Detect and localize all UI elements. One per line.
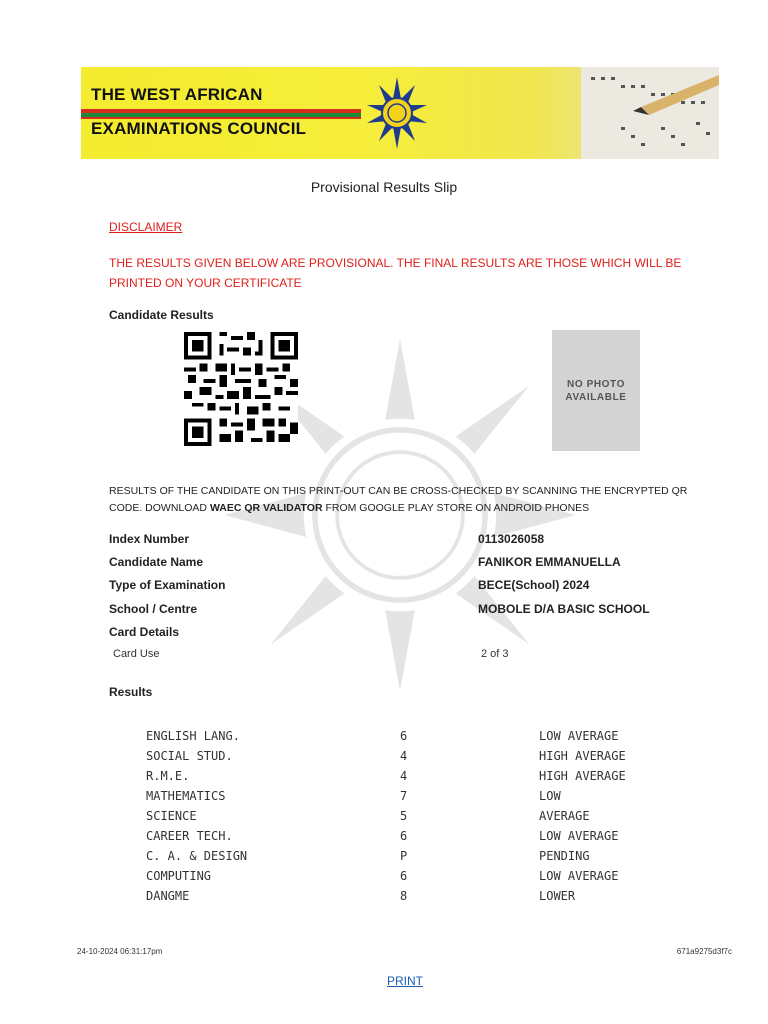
banner-line-2: EXAMINATIONS COUNCIL (91, 119, 307, 138)
result-subject: SOCIAL STUD. (146, 749, 233, 763)
result-row (0, 869, 768, 889)
result-subject: C. A. & DESIGN (146, 849, 248, 863)
result-row (0, 809, 768, 829)
answer-sheet-pencil-image (521, 67, 719, 159)
result-row (0, 769, 768, 789)
card-use-value: 2 of 3 (481, 648, 509, 660)
result-row (0, 789, 768, 809)
result-row (0, 829, 768, 849)
verification-code: 671a9275d3f7c (676, 947, 732, 956)
result-grade: 7 (400, 789, 408, 803)
print-link[interactable]: PRINT (387, 974, 423, 988)
result-remark: AVERAGE (539, 809, 590, 823)
result-grade: P (400, 849, 408, 863)
result-row (0, 749, 768, 769)
result-remark: LOW AVERAGE (539, 729, 619, 743)
banner-line-1: THE WEST AFRICAN (91, 85, 263, 104)
result-grade: 4 (400, 749, 408, 763)
result-subject: DANGME (146, 889, 190, 903)
result-remark: LOW AVERAGE (539, 829, 619, 843)
school-centre-label: School / Centre (109, 602, 198, 616)
card-details-label: Card Details (109, 625, 180, 639)
result-row (0, 889, 768, 909)
candidate-name-label: Candidate Name (109, 555, 204, 569)
candidate-results-label: Candidate Results (109, 308, 214, 322)
qr-note-part-1: RESULTS OF THE CANDIDATE ON THIS PRINT-OUT CAN BE CROSS-CHECKED BY SCANNING THE ENCRYPTED QR CODE. DOWNLOAD (109, 485, 688, 514)
result-grade: 6 (400, 729, 408, 743)
result-subject: CAREER TECH. (146, 829, 233, 843)
exam-type-label: Type of Examination (109, 578, 226, 592)
disclaimer-heading: DISCLAIMER (109, 220, 183, 234)
qr-note-part-2: FROM GOOGLE PLAY STORE ON ANDROID PHONES (322, 502, 590, 514)
result-remark: HIGH AVERAGE (539, 749, 626, 763)
qr-validator-app-name: WAEC QR VALIDATOR (209, 502, 323, 514)
result-subject: MATHEMATICS (146, 789, 226, 803)
page-title: Provisional Results Slip (310, 179, 458, 195)
result-subject: ENGLISH LANG. (146, 729, 240, 743)
result-grade: 5 (400, 809, 408, 823)
candidate-name-value: FANIKOR EMMANUELLA (478, 555, 621, 569)
exam-type-value: BECE(School) 2024 (478, 578, 590, 592)
card-use-label: Card Use (113, 648, 160, 660)
waec-logo-icon (365, 75, 429, 151)
print-timestamp: 24-10-2024 06:31:17pm (77, 947, 163, 956)
candidate-photo-placeholder (552, 330, 640, 451)
result-remark: LOW AVERAGE (539, 869, 619, 883)
result-grade: 6 (400, 829, 408, 843)
result-subject: COMPUTING (146, 869, 212, 883)
result-remark: LOWER (539, 889, 576, 903)
disclaimer-text: THE RESULTS GIVEN BELOW ARE PROVISIONAL. THE FINAL RESULTS ARE THOSE WHICH WILL BE PRINTED ON YOUR CERTIFICATE (109, 256, 682, 290)
result-grade: 6 (400, 869, 408, 883)
index-number-value: 0113026058 (478, 532, 545, 546)
qr-code-icon (184, 332, 298, 446)
result-subject: R.M.E. (146, 769, 190, 783)
result-row (0, 849, 768, 869)
result-grade: 8 (400, 889, 408, 903)
result-row (0, 729, 768, 749)
waec-header-banner (81, 67, 719, 159)
no-photo-text: NO PHOTO AVAILABLE (565, 378, 627, 403)
result-remark: HIGH AVERAGE (539, 769, 626, 783)
qr-verification-note (109, 483, 689, 517)
school-centre-value: MOBOLE D/A BASIC SCHOOL (478, 602, 650, 616)
index-number-label: Index Number (109, 532, 190, 546)
result-subject: SCIENCE (146, 809, 197, 823)
result-remark: LOW (539, 789, 561, 803)
result-remark: PENDING (539, 849, 590, 863)
results-label: Results (109, 685, 153, 699)
result-grade: 4 (400, 769, 408, 783)
